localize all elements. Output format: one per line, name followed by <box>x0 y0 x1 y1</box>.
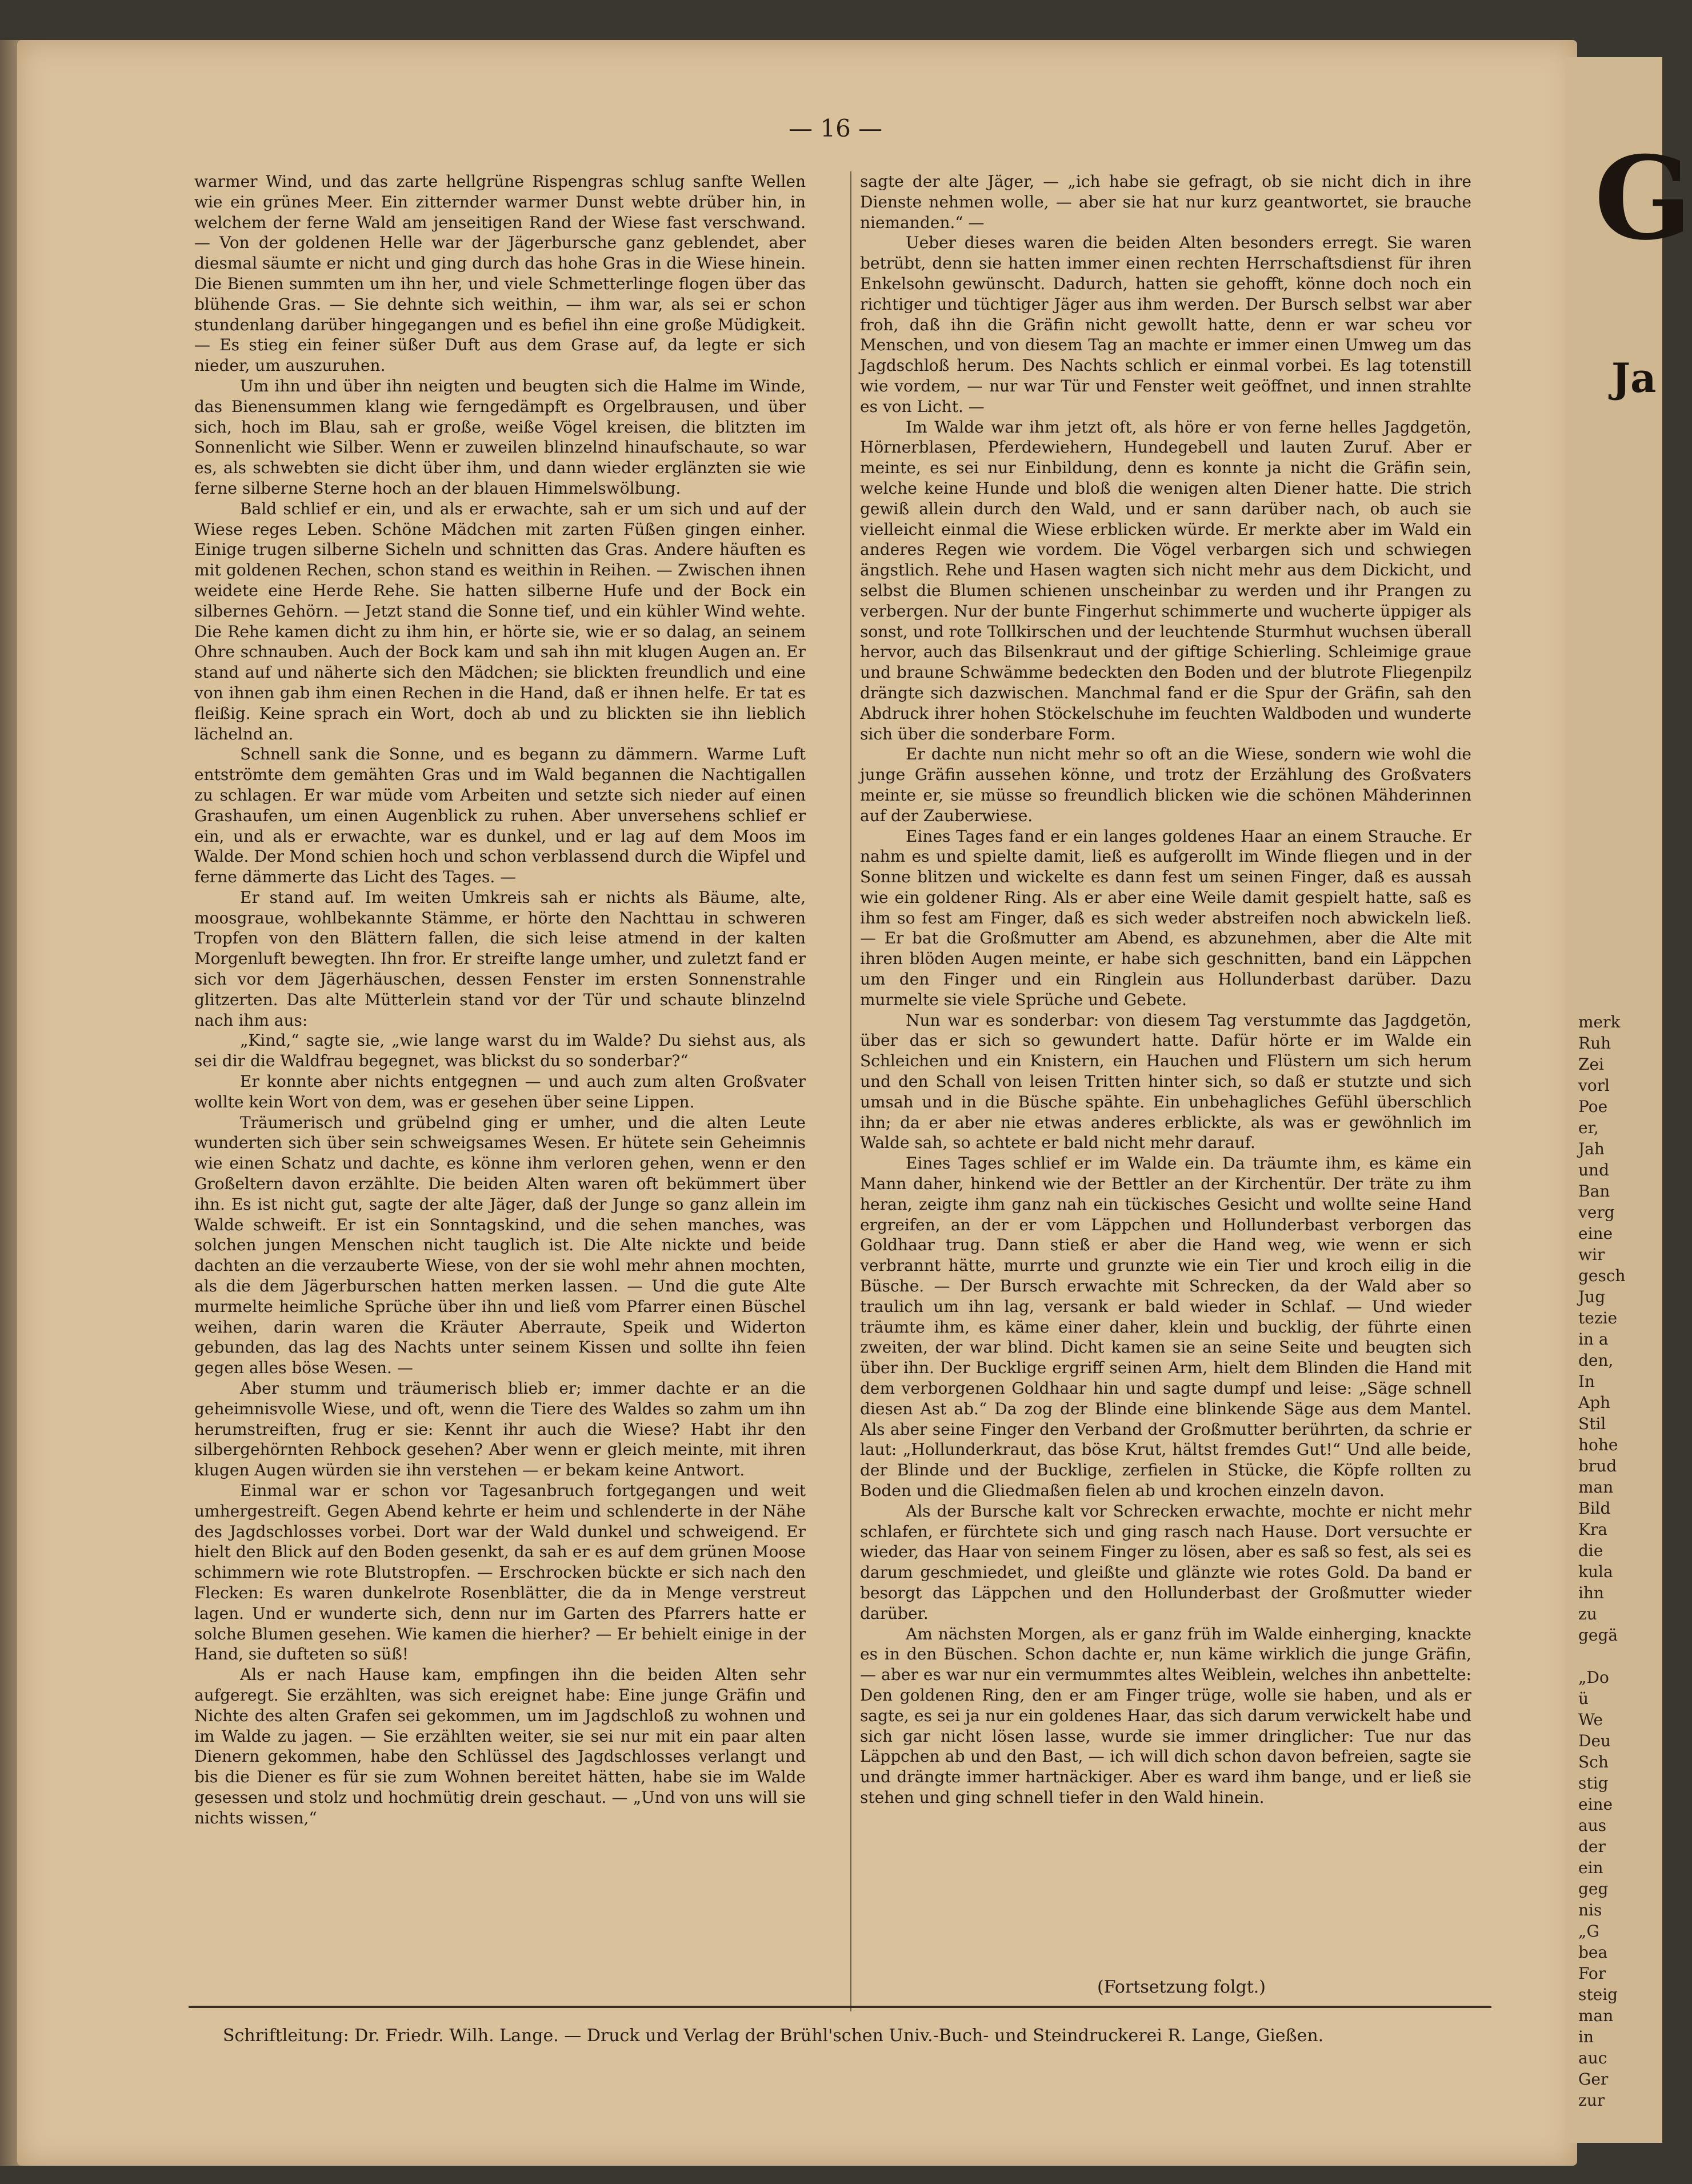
adjacent-line-fragment: eine <box>1578 1795 1613 1814</box>
adjacent-line-fragment: ein <box>1578 1858 1603 1877</box>
paragraph: Schnell sank die Sonne, und es begann zu dämmern. Warme Luft entströmte dem gemähten Gras und im Wald begannen die Nachtigallen zu schlagen. Er war müde vom Arbeiten und setzte sich nieder auf einen Grashaufen, um einen Augenblick zu ruhen. Aber unversehens schlief er ein, und als er erwachte, war es dunkel, und er lag auf dem Moos im Walde. Der Mond schien hoch und schon verblassend durch die Wipfel und ferne dämmerte das Licht des Tages. — <box>194 745 806 887</box>
adjacent-line-fragment: in a <box>1578 1330 1609 1349</box>
paragraph: Als der Bursche kalt vor Schrecken erwachte, mochte er nicht mehr schlafen, er fürchtete sich und ging rasch nach Hause. Dort versuchte er wieder, das Haar von seinem Finger zu lösen, aber es saß so fest, als sei es darum geschmiedet, und gleißte und glänzte wie rotes Gold. Da band er besorgt das Läppchen und den Hollunderbast der Großmutter wieder darüber. <box>860 1501 1471 1623</box>
adjacent-line-fragment: Bild <box>1578 1499 1611 1518</box>
paragraph: Nun war es sonderbar: von diesem Tag verstummte das Jagdgetön, über das er sich so gewundert hatte. Dafür hörte er im Walde ein Schleichen und ein Knistern, ein Hauchen und Flüstern um sich herum und den Schall von leisen Tritten hinter sich, so daß er stutzte und sich umsah und in die Büsche spähte. Ein unbehagliches Gefühl überschlich ihn; da er aber nie etwas anderes erblickte, als was er gewöhnlich im Walde sah, so achtete er bald nicht mehr darauf. <box>860 1010 1471 1153</box>
adjacent-line-fragment: brud <box>1578 1457 1617 1475</box>
adjacent-line-fragment: ü <box>1578 1689 1589 1708</box>
adjacent-line-fragment: Jug <box>1578 1287 1606 1306</box>
paragraph: Eines Tages fand er ein langes goldenes Haar an einem Strauche. Er nahm es und spielte damit, ließ es aufgerollt im Winde fliegen und in der Sonne blitzen und wickelte es dann fest um seinen Finger, daß es aussah wie ein goldener Ring. Als er aber eine Weile damit gespielt hatte, saß es ihm so fest am Finger, daß es sich weder abstreifen noch abwickeln ließ. — Er bat die Großmutter am Abend, es abzunehmen, aber die Alte mit ihren blöden Augen meinte, er habe sich geschnitten, band ein Läppchen um den Finger und ein Ringlein aus Hollunderbast darüber. Dazu murmelte sie viele Sprüche und Gebete. <box>860 826 1471 1009</box>
adjacent-line-fragment: tezie <box>1578 1309 1618 1327</box>
text-column-left <box>194 171 806 2017</box>
adjacent-masthead-letter: G <box>1594 131 1692 266</box>
adjacent-line-fragment: und <box>1578 1161 1609 1179</box>
adjacent-line-fragment: Aph <box>1578 1393 1611 1412</box>
adjacent-line-fragment: „G <box>1578 1922 1599 1941</box>
paragraph: Einmal war er schon vor Tagesanbruch fortgegangen und weit umhergestreift. Gegen Abend kehrte er heim und schlenderte in der Nähe des Jagdschlosses vorbei. Dort war der Wald dunkel und schweigend. Er hielt den Blick auf den Boden gesenkt, da sah er es auf dem grünen Moose schimmern wie rote Blutstropfen. — Erschrocken bückte er sich nach den Flecken: Es waren dunkelrote Rosenblätter, die da in Menge verstreut lagen. Und er wunderte sich, denn nur im Garten des Pfarrers hatte er solche Blumen gesehen. Wie kamen die hierher? — Er behielt einige in der Hand, sie dufteten so süß! <box>194 1481 806 1664</box>
paragraph: Aber stumm und träumerisch blieb er; immer dachte er an die geheimnisvolle Wiese, und oft, wenn die Tiere des Waldes so zahm um ihn herumstreiften, frug er sie: Kennt ihr auch die Wiese? Habt ihr den silbergehörnten Rehbock gesehen? Aber wenn er gleich meinte, mit ihren klugen Augen würden sie ihn verstehen — er bekam keine Antwort. <box>194 1379 806 1480</box>
adjacent-line-fragment: kula <box>1578 1562 1613 1581</box>
adjacent-line-fragment: aus <box>1578 1816 1607 1835</box>
adjacent-line-fragment: We <box>1578 1710 1603 1729</box>
adjacent-line-fragment: Stil <box>1578 1414 1606 1433</box>
paragraph: warmer Wind, und das zarte hellgrüne Rispengras schlug sanfte Wellen wie ein grünes Meer. Ein zitternder warmer Dunst webte drüber hin, in welchem der ferne Wald am jenseitigen Rand der Wiese fast verschwand. — Von der goldenen Helle war der Jägerbursche ganz geblendet, aber diesmal säumte er nicht und ging durch das hohe Gras in die Wiese hinein. Die Bienen summten um ihn her, und viele Schmetterlinge flogen über das blühende Gras. — Sie dehnte sich weithin, — ihm war, als sei er schon stundenlang darüber hingegangen und es befiel ihn eine große Müdigkeit. — Es stieg ein feiner süßer Duft aus dem Grase auf, da legte er sich nieder, um auszuruhen. <box>194 172 806 375</box>
adjacent-line-fragment: Jah <box>1578 1139 1605 1158</box>
adjacent-line-fragment: er, <box>1578 1118 1599 1137</box>
adjacent-line-fragment: zu <box>1578 1605 1597 1623</box>
adjacent-line-fragment: die <box>1578 1541 1603 1560</box>
adjacent-line-fragment: zur <box>1578 2091 1605 2110</box>
paragraph: sagte der alte Jäger, — „ich habe sie gefragt, ob sie nicht dich in ihre Dienste nehmen wolle, — aber sie hat nur kurz geantwortet, sie brauche niemanden.“ — <box>860 172 1471 232</box>
adjacent-line-fragment: wir <box>1578 1245 1605 1264</box>
page-number: — 16 — <box>789 114 883 142</box>
paragraph: Bald schlief er ein, und als er erwachte, sah er um sich und auf der Wiese reges Leben. Schöne Mädchen mit zarten Füßen gingen einher. Einige trugen silberne Sicheln und schnitten das Gras. Andere häuften es mit goldenen Rechen, schon stand es weithin in Reihen. — Zwischen ihnen weidete eine Herde Rehe. Sie hatten silberne Hufe und der Bock ein silbernes Gehörn. — Jetzt stand die Sonne tief, und ein kühler Wind wehte. Die Rehe kamen dicht zu ihm hin, er hörte sie, wie er so dalag, an seinem Ohre schnauben. Auch der Bock kam und sah ihn mit klugen Augen an. Er stand auf und näherte sich den Mädchen; sie blickten freundlich und eine von ihnen gab ihm einen Rechen in die Hand, daß er ihnen helfe. Er tat es fleißig. Keine sprach ein Wort, doch ab und zu blickten sie ihn lieblich lächelnd an. <box>194 499 806 743</box>
adjacent-line-fragment: steig <box>1578 1985 1618 2004</box>
adjacent-line-fragment: Zei <box>1578 1055 1604 1074</box>
adjacent-line-fragment: geg <box>1578 1879 1609 1898</box>
paragraph: Eines Tages schlief er im Walde ein. Da träumte ihm, es käme ein Mann daher, hinkend wie der Bettler an der Kirchentür. Der träte zu ihm heran, zeigte ihm ganz nah ein tückisches Gesicht und wollte seine Hand ergreifen, an der er vom Läppchen und Hollunderbast verborgen das Goldhaar trug. Dann stieß er aber die Hand weg, wie wenn er sich verbrannt hätte, murrte und grunzte wie ein Tier und kroch eilig in die Büsche. — Der Bursch erwachte mit Schrecken, da der Wald aber so traulich um ihn lag, versank er bald wieder in Schlaf. — Und wieder träumte ihm, es käme einer daher, klein und bucklig, der führte einen zweiten, der war blind. Dicht kamen sie an seine Seite und beugten sich über ihn. Der Bucklige ergriff seinen Arm, hielt dem Blinden die Hand mit dem verborgenen Goldhaar hin und sagte dumpf und leise: „Säge schnell diesen Ast ab.“ Da zog der Blinde eine blinkende Säge aus dem Mantel. Als aber seine Finger den Verband der Großmutter berührten, da schrie er laut: „Hollunderkraut, das böse Krut, hältst fremdes Gut!“ Und alle beide, der Blinde und der Bucklige, zerfielen in Stücke, die Köpfe rollten zu Boden und die Gliedmaßen fielen ab und krochen einzeln davon. <box>860 1154 1471 1500</box>
column-divider <box>850 171 851 2011</box>
adjacent-line-fragment: nis <box>1578 1901 1602 1919</box>
adjacent-line-fragment: auc <box>1578 2049 1607 2067</box>
adjacent-line-fragment: der <box>1578 1837 1606 1856</box>
adjacent-line-fragment: Ban <box>1578 1182 1610 1201</box>
adjacent-line-fragment: For <box>1578 1964 1606 1983</box>
paragraph: Im Walde war ihm jetzt oft, als höre er von ferne helles Jagdgetön, Hörnerblasen, Pferdewiehern, Hundegebell und lauten Zuruf. Aber er meinte, es sei nur Einbildung, denn es konnte ja nicht die Gräfin sein, welche keine Hunde und bloß die wenigen alten Diener hatte. Die strich gewiß allein durch den Wald, und er sann darüber nach, ob auch sie vielleicht einmal die Wiese erblicken würde. Er merkte aber im Wald ein anderes Regen wie vordem. Die Vögel verbargen sich und schwiegen ängstlich. Rehe und Hasen wagten sich nicht mehr aus dem Dickicht, und selbst die Blumen schienen unscheinbar zu werden und ihr Prangen zu verbergen. Nur der bunte Fingerhut schimmerte und wucherte üppiger als sonst, und rote Tollkirschen und der leuchtende Sturmhut wuchsen überall hervor, auch das Bilsenkraut und der giftige Schierling. Schleimige graue und braune Schwämme bedeckten den Boden und der blutrote Fliegenpilz drängte sich dazwischen. Manchmal fand er die Spur der Gräfin, sah den Abdruck ihrer hohen Stöckelschuhe im feuchten Waldboden und wunderte sich über die sonderbare Form. <box>860 417 1471 743</box>
adjacent-line-fragment: Ruh <box>1578 1034 1611 1053</box>
adjacent-line-fragment: In <box>1578 1372 1595 1391</box>
adjacent-line-fragment: stig <box>1578 1774 1609 1793</box>
adjacent-line-fragment: Ger <box>1578 2070 1609 2089</box>
paragraph: Als er nach Hause kam, empfingen ihn die beiden Alten sehr aufgeregt. Sie erzählten, was sich ereignet habe: Eine junge Gräfin und Nichte des alten Grafen sei gekommen, um im Jagdschloß zu wohnen und im Walde zu jagen. — Sie erzählten weiter, sie sei nur mit ein paar alten Dienern gekommen, habe den Schlüssel des Jagdschlosses verlangt und bis die Diener es für sie zum Wohnen bereitet hätten, habe sie im Walde gesessen und stolz und hochmütig drein geschaut. — „Und von uns will sie nichts wissen,“ <box>194 1665 806 1827</box>
paragraph: Er dachte nun nicht mehr so oft an die Wiese, sondern wie wohl die junge Gräfin aussehen könne, und trotz der Erzählung des Großvaters meinte er, sie müsse so freundlich blicken wie die schönen Mähderinnen auf der Zauberwiese. <box>860 745 1471 825</box>
paragraph: Um ihn und über ihn neigten und beugten sich die Halme im Winde, das Bienensummen klang wie ferngedämpft es Orgelbrausen, und über sich, hoch im Blau, sah er große, weiße Vögel kreisen, die blitzten im Sonnenlicht wie Silber. Wenn er zuweilen blinzelnd hinaufschaute, so war es, als schwebten sie dicht über ihm, und dann wieder erglänzten sie wie ferne silberne Sterne hoch an der blauen Himmelswölbung. <box>194 376 806 498</box>
continuation-note: (Fortsetzung folgt.) <box>1097 1977 1266 1997</box>
footer-rule <box>189 2006 1491 2008</box>
adjacent-line-fragment: eine <box>1578 1224 1613 1243</box>
adjacent-line-fragment: Poe <box>1578 1097 1608 1116</box>
adjacent-line-fragment: den, <box>1578 1351 1614 1370</box>
text-column-right <box>860 171 1471 2017</box>
adjacent-line-fragment: bea <box>1578 1943 1608 1962</box>
adjacent-line-fragment: in <box>1578 2027 1594 2046</box>
adjacent-line-fragment: ihn <box>1578 1583 1605 1602</box>
adjacent-line-fragment: man <box>1578 2006 1614 2025</box>
adjacent-line-fragment: man <box>1578 1478 1614 1497</box>
adjacent-line-fragment: merk <box>1578 1013 1621 1031</box>
paragraph: Am nächsten Morgen, als er ganz früh im Walde einherging, knackte es in den Büschen. Schon dachte er, nun käme wirklich die junge Gräfin, — aber es war nur ein vermummtes altes Weiblein, welches ihn anbettelte: Den goldenen Ring, den er am Finger trüge, wolle sie haben, und als er sagte, es sei ja nur ein goldenes Haar, das sich darum verwickelt habe und sich gar nicht lösen lasse, wurde sie immer dringlicher: Tue nur das Läppchen ab und den Bast, — ich will dich schon davon befreien, sagte sie und drängte immer hartnäckiger. Aber es ward ihm bange, und er ließ sie stehen und ging schnell tiefer in den Wald hinein. <box>860 1624 1471 1807</box>
adjacent-line-fragment: Sch <box>1578 1753 1609 1771</box>
paragraph: Ueber dieses waren die beiden Alten besonders erregt. Sie waren betrübt, denn sie hatten immer einen rechten Herrschaftsdienst für ihren Enkelsohn gewünscht. Dadurch, hatten sie gehofft, könne doch noch ein richtiger und tüchtiger Jäger aus ihm werden. Der Bursch selbst war aber froh, daß ihn die Gräfin nicht gewollt hatte, denn er war scheu vor Menschen, und von diesem Tag an machte er immer einen Umweg um das Jagdschloß herum. Des Nachts schlich er einmal vorbei. Es lag totenstill wie vordem, — nur war Tür und Fenster weit geöffnet, und innen strahlte es von Licht. — <box>860 233 1471 416</box>
adjacent-line-fragment: hohe <box>1578 1435 1618 1454</box>
paragraph: Träumerisch und grübelnd ging er umher, und die alten Leute wunderten sich über sein schweigsames Wesen. Er hütete sein Geheimnis wie einen Schatz und dachte, es könne ihm verloren gehen, wenn er den Großeltern davon erzählte. Die beiden Alten waren oft bekümmert über ihn. Es ist nicht gut, sagte der alte Jäger, daß der Junge so ganz allein im Walde schweift. Er ist ein Sonntagskind, und die sehen manches, was solchen jungen Menschen nicht tauglich ist. Die Alte nickte und beide dachten an die verzauberte Wiese, von der sie wohl mehr ahnen mochten, als die dem Jägerburschen hatten merken lassen. — Und die gute Alte murmelte heimliche Sprüche über ihn und ließ vom Pfarrer einen Büschel weihen, darin waren die Kräuter Aberraute, Speik und Widerton gebunden, das lag des Nachts unter seinem Kissen und sollte ihn feien gegen alles böse Wesen. — <box>194 1113 806 1378</box>
adjacent-line-fragment: gesch <box>1578 1266 1626 1285</box>
paragraph: „Kind,“ sagte sie, „wie lange warst du im Walde? Du siehst aus, als sei dir die Waldfrau begegnet, was blickst du so sonderbar?“ <box>194 1031 806 1071</box>
adjacent-line-fragment: verg <box>1578 1203 1615 1222</box>
imprint-footer: Schriftleitung: Dr. Friedr. Wilh. Lange. — Druck und Verlag der Brühl'schen Univ.-Buch- und Steindruckerei R. Lange, Gießen. <box>223 2026 1324 2046</box>
adjacent-line-fragment: Deu <box>1578 1731 1611 1750</box>
adjacent-line-fragment: gegä <box>1578 1626 1618 1645</box>
adjacent-line-fragment: „Do <box>1578 1668 1609 1687</box>
adjacent-line-fragment: Kra <box>1578 1520 1607 1539</box>
adjacent-heading: Ja <box>1611 354 1657 402</box>
paragraph: Er stand auf. Im weiten Umkreis sah er nichts als Bäume, alte, moosgraue, wohlbekannte Stämme, er hörte den Nachttau in schweren Tropfen von den Blättern fallen, die sich leise atmend in der kalten Morgenluft bewegten. Ihn fror. Er streifte lange umher, und zuletzt fand er sich vor dem Jägerhäuschen, dessen Fenster im ersten Sonnenstrahle glitzerten. Das alte Mütterlein stand vor der Tür und schaute blinzelnd nach ihm aus: <box>194 887 806 1030</box>
adjacent-line-fragment: vorl <box>1578 1076 1610 1095</box>
paragraph: Er konnte aber nichts entgegnen — und auch zum alten Großvater wollte kein Wort von dem, was er gesehen über seine Lippen. <box>194 1072 806 1111</box>
